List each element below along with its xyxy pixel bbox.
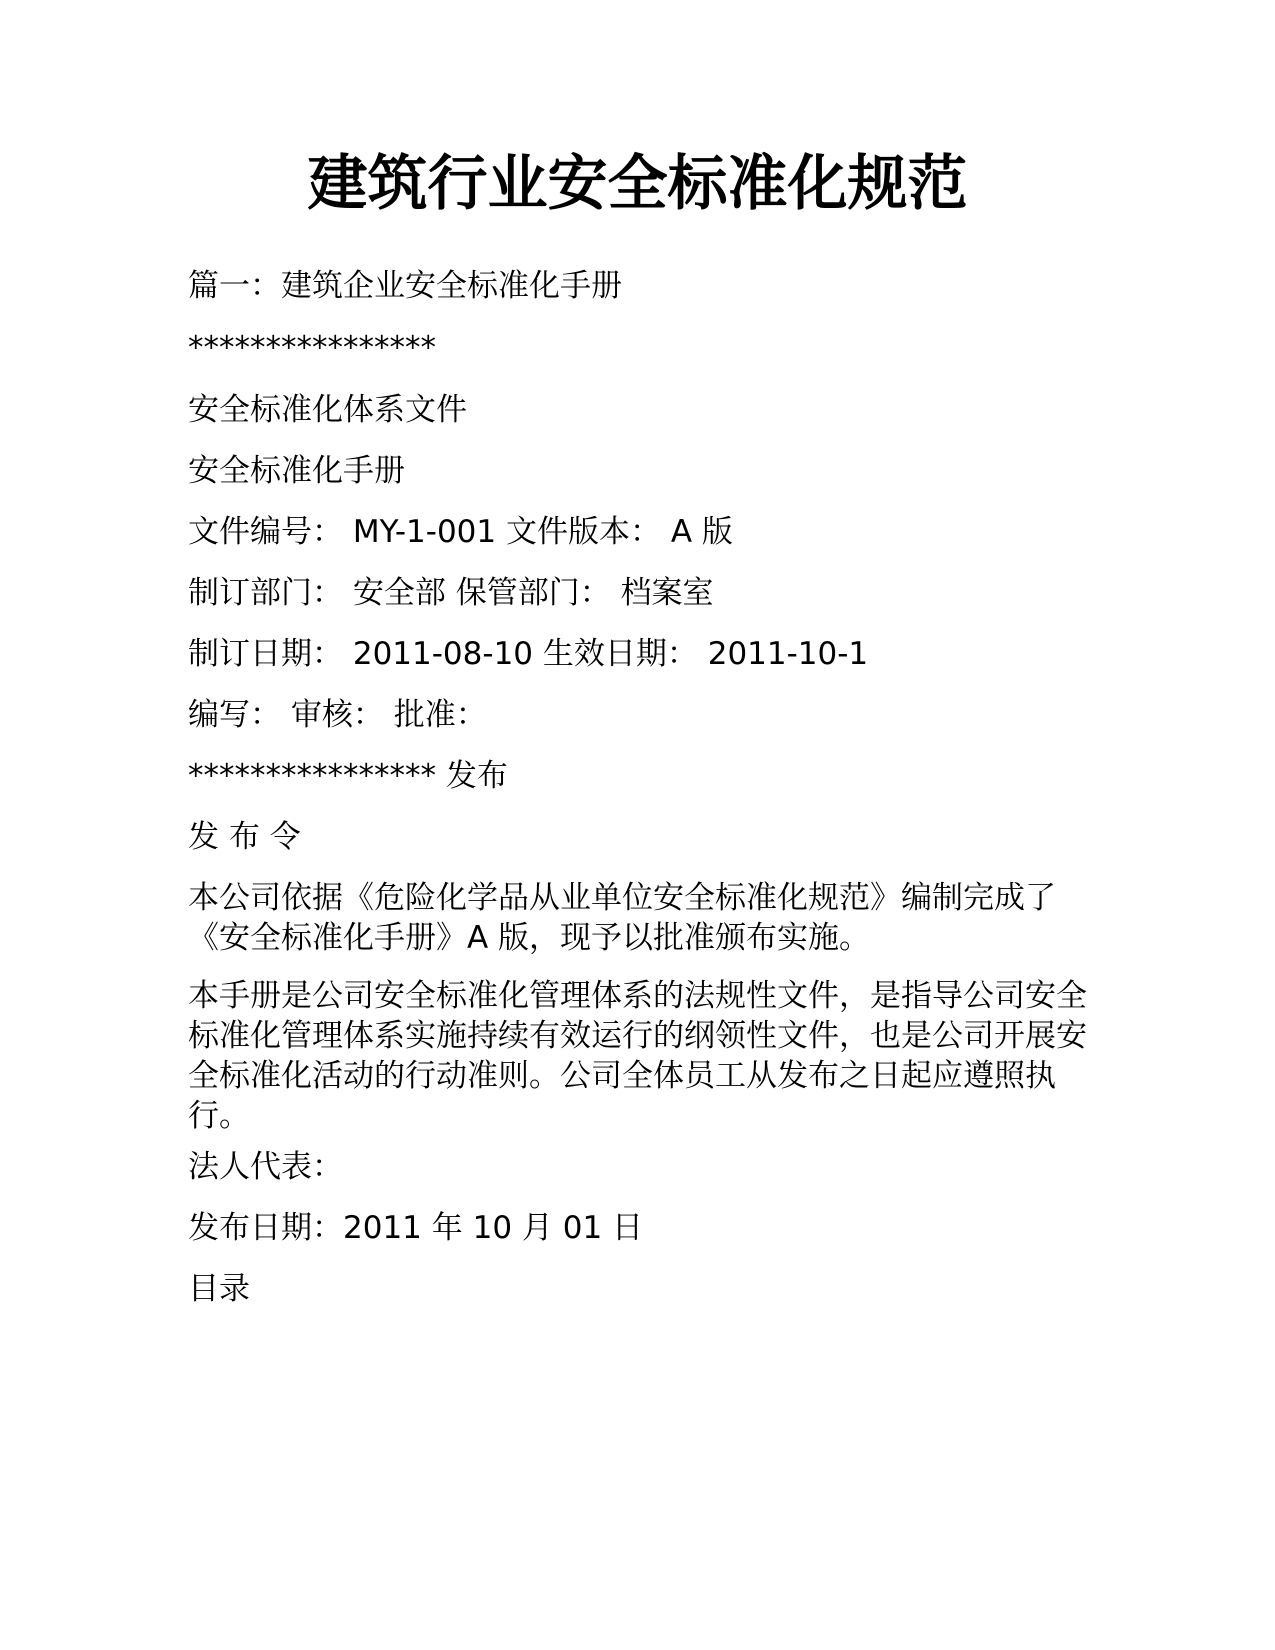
file-number-line: 文件编号： MY-1-001 文件版本： A 版 bbox=[188, 514, 733, 550]
document-title: 建筑行业安全标准化规范 bbox=[307, 149, 968, 219]
toc-heading: 目录 bbox=[188, 1271, 250, 1307]
system-file-label: 安全标准化体系文件 bbox=[188, 392, 467, 428]
release-date: 发布日期：2011 年 10 月 01 日 bbox=[188, 1210, 644, 1246]
dates-line: 制订日期： 2011-08-10 生效日期： 2011-10-1 bbox=[188, 636, 869, 672]
manual-label: 安全标准化手册 bbox=[188, 453, 405, 489]
paragraph-approval: 本公司依据《危险化学品从业单位安全标准化规范》编制完成了《安全标准化手册》A 版，现予以批准颁布实施。 bbox=[188, 880, 1056, 956]
decree-heading: 发 布 令 bbox=[188, 819, 301, 855]
department-line: 制订部门： 安全部 保管部门： 档案室 bbox=[188, 575, 714, 611]
publish-line: **************** 发布 bbox=[188, 758, 508, 794]
paragraph-manual-description: 本手册是公司安全标准化管理体系的法规性文件，是指导公司安全标准化管理体系实施持续有效运行的纲领性文件，也是公司开展安全标准化活动的行动准则。公司全体员工从发布之日起应遵照执行。 bbox=[188, 978, 1087, 1134]
section-heading: 篇一：建筑企业安全标准化手册 bbox=[188, 268, 622, 304]
approval-line: 编写： 审核： 批准： bbox=[188, 697, 487, 733]
separator-stars: **************** bbox=[188, 330, 436, 366]
legal-representative: 法人代表： bbox=[188, 1149, 343, 1185]
